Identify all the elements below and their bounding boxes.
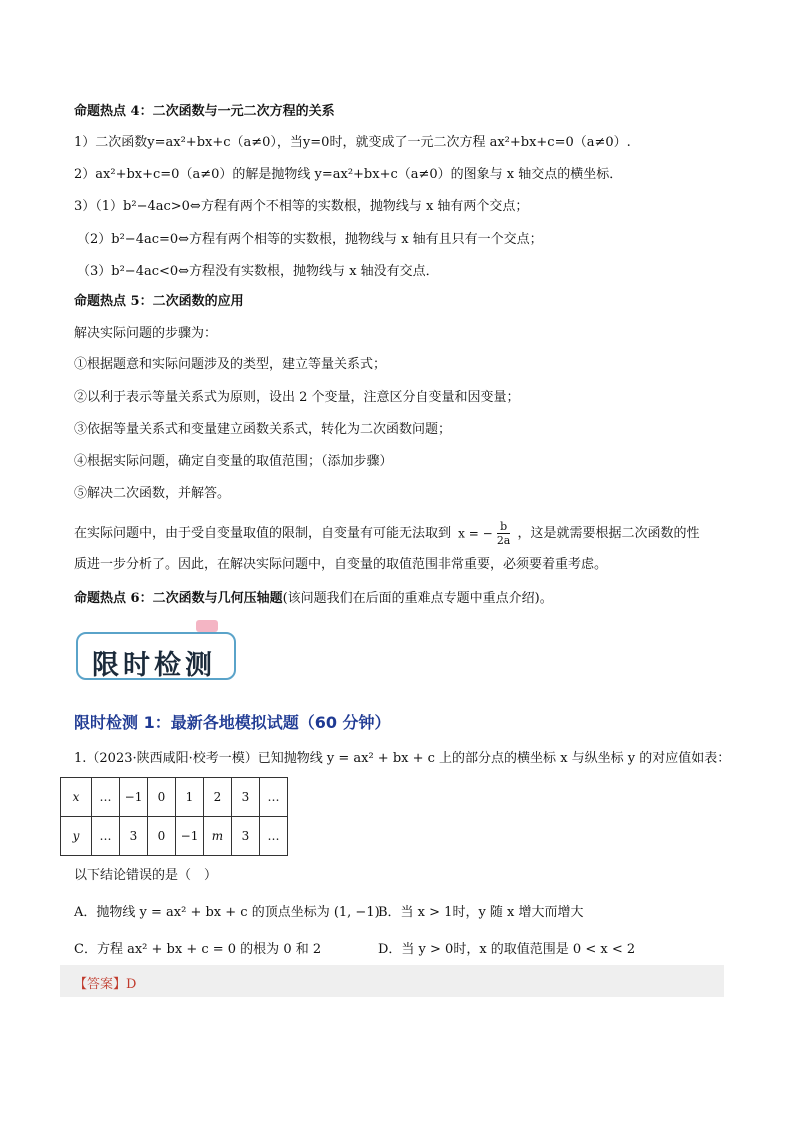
hotspot-4-point-1: 1）二次函数y=ax²+bx+c（a≠0），当y=0时，就变成了一元二次方程 ax²+bx+c=0（a≠0）. (74, 135, 631, 150)
answer-value: D (126, 977, 137, 992)
table-cell: 3 (232, 817, 260, 856)
banner-label: 限时检测 (92, 650, 216, 681)
timed-test-banner (76, 626, 236, 682)
table-cell: 2 (204, 778, 232, 817)
hotspot-4-point-3a: 3）（1）b²−4ac>0⇔方程有两个不相等的实数根，抛物线与 x 轴有两个交点； (74, 199, 529, 214)
hotspot-5-heading: 命题热点 5：二次函数的应用 (74, 294, 244, 309)
table-cell: … (260, 778, 288, 817)
table-row-x (61, 778, 288, 817)
hotspot-4-point-3b: （2）b²−4ac=0⇔方程有两个相等的实数根，抛物线与 x 轴有且只有一个交点； (77, 232, 543, 247)
banner-pin-decoration (196, 620, 218, 632)
table-cell: y (61, 817, 92, 856)
answer-bar (60, 965, 724, 997)
table-cell: −1 (120, 778, 148, 817)
question-1-stem: 1.（2023·陕西咸阳·校考一模）已知抛物线 y = ax² + bx + c 上的部分点的横坐标 x 与纵坐标 y 的对应值如表： (74, 751, 731, 766)
formula-lhs: x = − (458, 526, 493, 541)
table-row-y (61, 817, 288, 856)
option-d: D．当 y > 0时，x 的取值范围是 0 < x < 2 (378, 942, 636, 957)
table-cell: m (204, 817, 232, 856)
paragraph-line-2: 质进一步分析了。因此，在解决实际问题中，自变量的取值范围非常重要，必须要着重考虑。 (74, 557, 608, 572)
steps-title: 解决实际问题的步骤为： (74, 326, 218, 341)
formula-fraction (497, 520, 511, 547)
table-cell: 0 (148, 778, 176, 817)
hotspot-4-point-3c: （3）b²−4ac<0⇔方程没有实数根，抛物线与 x 轴没有交点． (77, 264, 439, 279)
step-3: ③依据等量关系式和变量建立函数关系式，转化为二次函数问题； (74, 422, 452, 437)
answer-tag: 【答案】 (74, 977, 127, 992)
paragraph-text-b: ，这是就需要根据二次函数的性 (517, 526, 700, 541)
table-cell: 3 (120, 817, 148, 856)
table-cell: 3 (232, 778, 260, 817)
step-4: ④根据实际问题，确定自变量的取值范围；（添加步骤） (74, 454, 393, 469)
step-2: ②以利于表示等量关系式为原则，设出 2 个变量，注意区分自变量和因变量； (74, 390, 520, 405)
table-cell: 1 (176, 778, 204, 817)
step-1: ①根据题意和实际问题涉及的类型，建立等量关系式； (74, 357, 387, 372)
banner-frame (76, 632, 236, 680)
paragraph-line-1 (74, 520, 700, 547)
table-cell: … (260, 817, 288, 856)
table-cell: 0 (148, 817, 176, 856)
option-b: B．当 x > 1时，y 随 x 增大而增大 (378, 905, 584, 920)
answer-line (74, 973, 136, 992)
option-a: A．抛物线 y = ax² + bx + c 的顶点坐标为 (1, −1) (74, 905, 380, 920)
hotspot-6-heading: 命题热点 6：二次函数与几何压轴题 (74, 591, 283, 606)
question-prompt: 以下结论错误的是（ ） (74, 868, 218, 883)
hotspot-6-note: (该问题我们在后面的重难点专题中重点介绍)。 (282, 591, 553, 606)
paragraph-text-a: 在实际问题中，由于受自变量取值的限制，自变量有可能无法取到 (74, 526, 452, 541)
hotspot-4-heading: 命题热点 4：二次函数与一元二次方程的关系 (74, 104, 335, 119)
table-cell: … (92, 778, 120, 817)
option-c: C．方程 ax² + bx + c = 0 的根为 0 和 2 (74, 942, 322, 957)
hotspot-4-point-2: 2）ax²+bx+c=0（a≠0）的解是抛物线 y=ax²+bx+c（a≠0）的图象与 x 轴交点的横坐标． (74, 167, 623, 182)
table-cell: x (61, 778, 92, 817)
vertex-formula (458, 520, 510, 547)
table-cell: … (92, 817, 120, 856)
fraction-numerator: b (497, 520, 511, 534)
fraction-denominator: 2a (496, 534, 511, 547)
table-cell: −1 (176, 817, 204, 856)
hotspot-6-line (74, 590, 553, 608)
section-title: 限时检测 1：最新各地模拟试题（60 分钟） (74, 713, 391, 732)
value-table (60, 777, 288, 856)
step-5: ⑤解决二次函数，并解答。 (74, 486, 231, 501)
